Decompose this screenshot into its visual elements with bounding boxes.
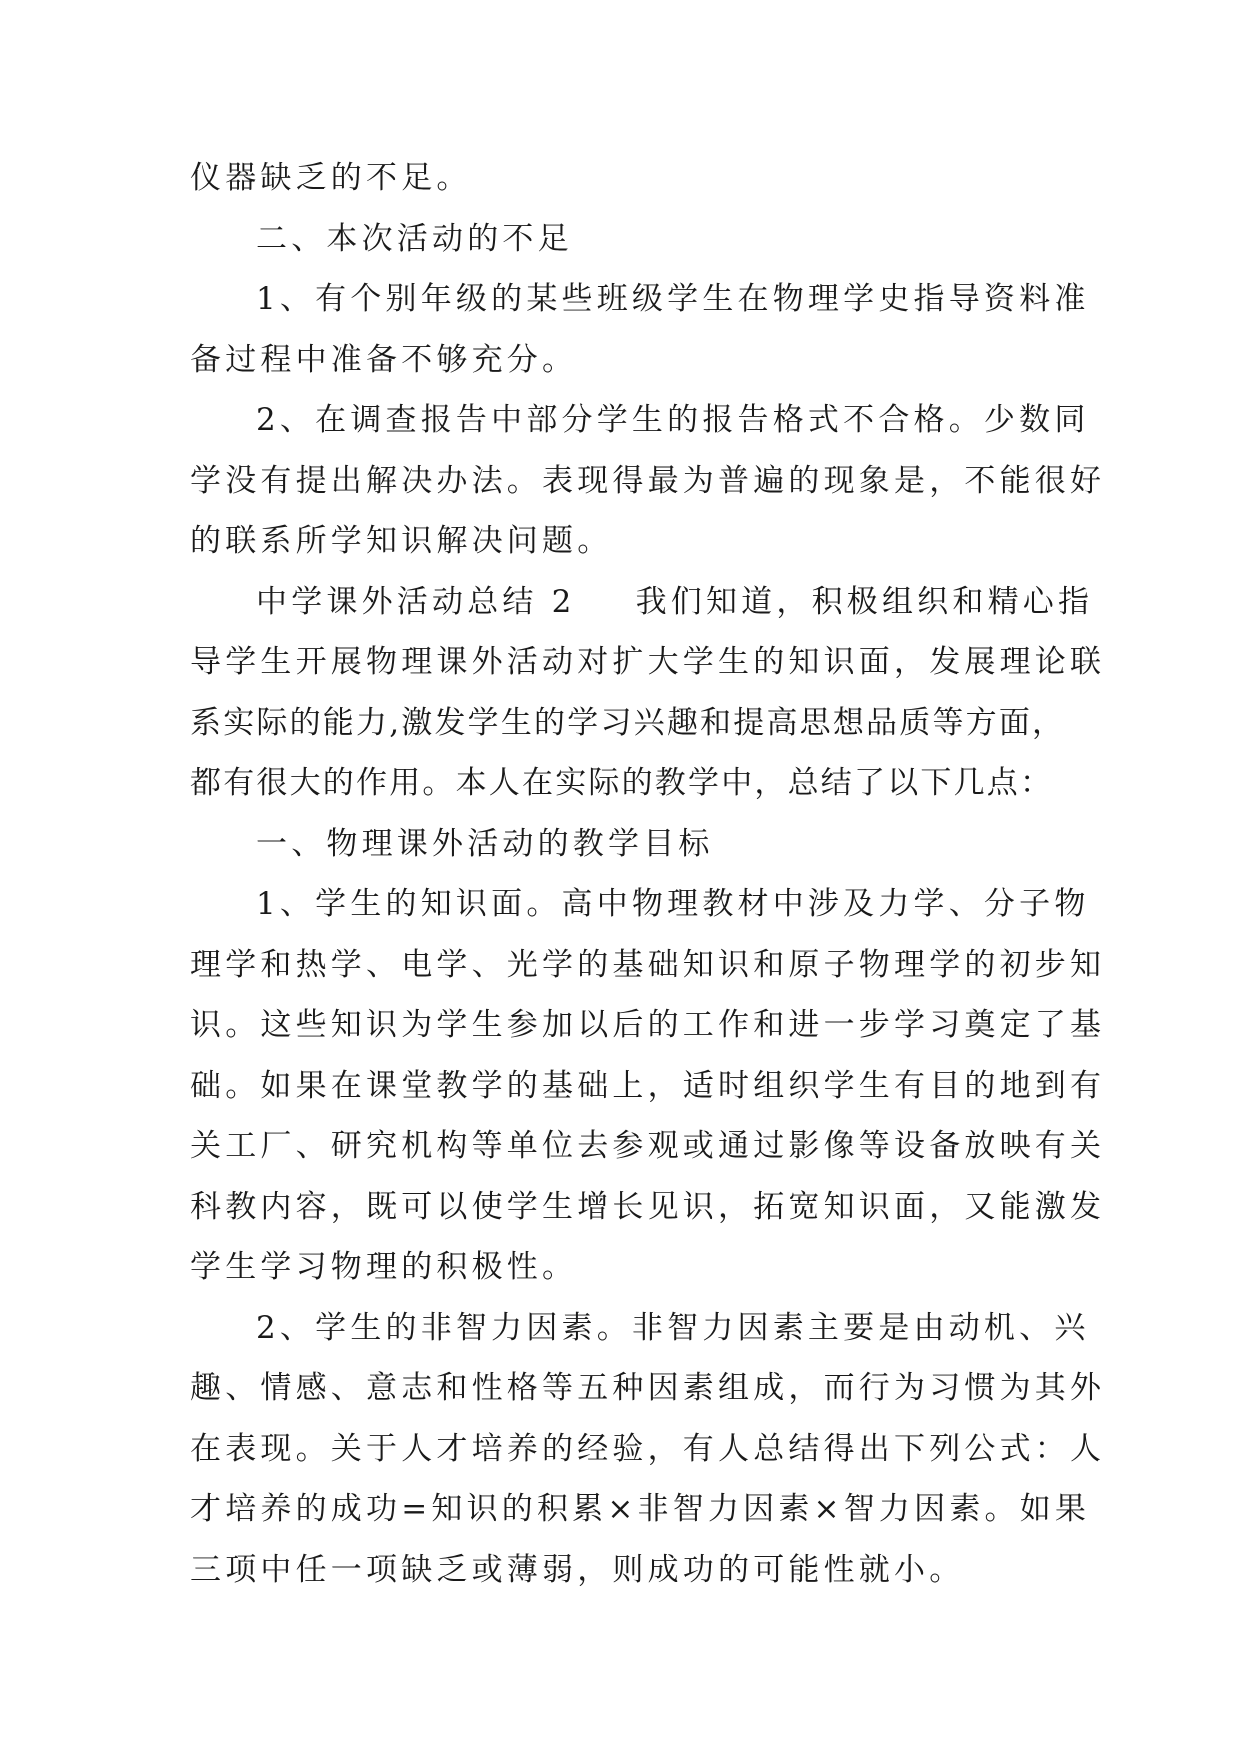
text-line-5: 2、在调查报告中部分学生的报告格式不合格。少数同 bbox=[256, 402, 1090, 438]
text-line-20: 2、学生的非智力因素。非智力因素主要是由动机、兴 bbox=[256, 1309, 1090, 1346]
section-heading-12: 一、物理课外活动的教学目标 bbox=[256, 825, 714, 862]
text-line-1: 仪器缺乏的不足。 bbox=[190, 160, 472, 196]
text-line-4: 备过程中准备不够充分。 bbox=[190, 341, 578, 378]
text-line-24: 三项中任一项缺乏或薄弱，则成功的可能性就小。 bbox=[190, 1551, 965, 1588]
text-line-17: 关工厂、研究机构等单位去参观或通过影像等设备放映有关 bbox=[190, 1128, 1106, 1164]
text-line-10: 系实际的能力,激发学生的学习兴趣和提高思想品质等方面， bbox=[190, 704, 1066, 741]
text-line-21: 趣、情感、意志和性格等五种因素组成，而行为习惯为其外 bbox=[190, 1370, 1106, 1406]
summary-intro: 我们知道，积极组织和精心指 bbox=[635, 583, 1094, 620]
summary-title: 中学课外活动总结 2 bbox=[256, 583, 576, 620]
text-line-13: 1、学生的知识面。高中物理教材中涉及力学、分子物 bbox=[256, 886, 1090, 922]
text-line-22: 在表现。关于人才培养的经验，有人总结得出下列公式：人 bbox=[190, 1430, 1106, 1467]
text-line-3: 1、有个别年级的某些班级学生在物理学史指导资料准 bbox=[256, 281, 1090, 317]
text-line-11: 都有很大的作用。本人在实际的教学中，总结了以下几点： bbox=[190, 765, 1054, 801]
text-line-9: 导学生开展物理课外活动对扩大学生的知识面，发展理论联 bbox=[190, 644, 1106, 680]
text-line-15: 识。这些知识为学生参加以后的工作和进一步学习奠定了基 bbox=[190, 1007, 1106, 1043]
text-line-19: 学生学习物理的积极性。 bbox=[190, 1249, 578, 1285]
text-line-14: 理学和热学、电学、光学的基础知识和原子物理学的初步知 bbox=[190, 946, 1106, 983]
document-page bbox=[190, 148, 1106, 1600]
text-line-23: 才培养的成功=知识的积累×非智力因素×智力因素。如果 bbox=[190, 1491, 1091, 1527]
section-heading-2: 二、本次活动的不足 bbox=[256, 220, 573, 257]
text-line-18: 科教内容，既可以使学生增长见识，拓宽知识面，又能激发 bbox=[190, 1188, 1106, 1225]
text-line-7: 的联系所学知识解决问题。 bbox=[190, 523, 613, 559]
text-line-8 bbox=[190, 572, 1094, 633]
text-line-6: 学没有提出解决办法。表现得最为普遍的现象是，不能很好 bbox=[190, 462, 1106, 499]
text-line-16: 础。如果在课堂教学的基础上，适时组织学生有目的地到有 bbox=[190, 1067, 1106, 1104]
